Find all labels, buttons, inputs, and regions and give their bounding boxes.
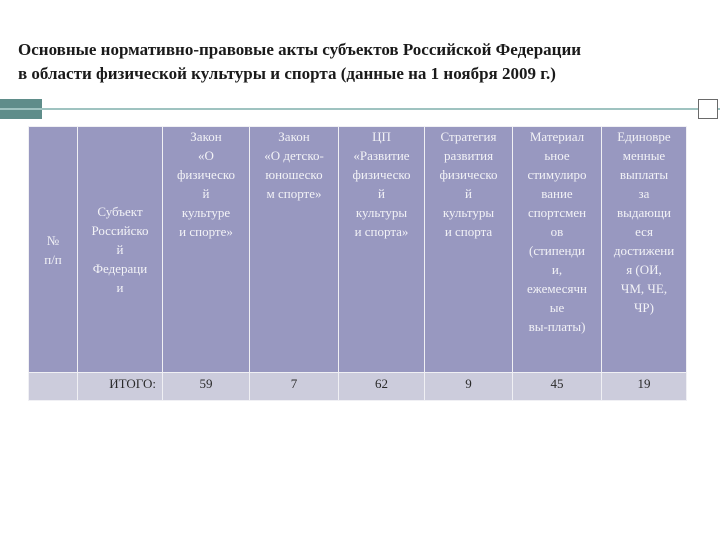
header-cell-line: ЧМ, ЧЕ, <box>620 281 668 296</box>
header-cell-line: физическо <box>439 167 498 182</box>
header-cell-line: «О <box>198 148 214 163</box>
header-cell-line: ЧР) <box>633 300 654 315</box>
header-cell-line: й <box>465 186 472 201</box>
header-cell-line: и спорта» <box>354 224 409 239</box>
header-subject-line: Российско <box>91 223 149 238</box>
header-cell-line: вы-платы) <box>528 319 586 334</box>
decorative-divider-line <box>0 108 720 110</box>
table-total-row <box>29 373 687 401</box>
header-cell-line: й <box>378 186 385 201</box>
header-cell-line: ов <box>550 224 564 239</box>
title-line-2: в области физической культуры и спорта (данные на 1 ноября 2009 г.) <box>18 64 556 83</box>
header-cell-line: и, <box>551 262 563 277</box>
header-cell-line: ЦП <box>372 129 391 144</box>
decorative-square <box>698 99 718 119</box>
header-cell-line: юношеско <box>265 167 323 182</box>
header-cell-line: Стратегия <box>440 129 497 144</box>
header-num-line: № <box>46 232 60 248</box>
header-subject-line: Федераци <box>92 261 148 276</box>
header-num-line: п/п <box>44 251 62 267</box>
total-value: 19 <box>602 373 687 401</box>
header-cell-line: Материал <box>529 129 585 144</box>
header-cell-line: вание <box>541 186 573 201</box>
header-cell-line: физическо <box>176 167 236 182</box>
total-label: ИТОГО: <box>78 373 163 401</box>
header-cell-line: я (ОИ, <box>626 262 662 277</box>
header-cell-line: культуре <box>181 205 231 220</box>
header-cell-line: культуры <box>355 205 408 220</box>
total-value: 59 <box>163 373 250 401</box>
total-value: 9 <box>425 373 513 401</box>
header-subject <box>78 127 163 373</box>
header-cell-line: Закон <box>278 129 310 144</box>
header-cell-line: спортсмен <box>527 205 587 220</box>
header-target-program <box>339 127 425 373</box>
header-cell-line: выплаты <box>619 167 669 182</box>
header-num <box>29 127 78 373</box>
header-cell-line: ежемесячн <box>527 281 587 296</box>
header-subject-line: Субъект <box>97 204 143 219</box>
total-num-cell <box>29 373 78 401</box>
header-cell-line: культуры <box>442 205 495 220</box>
header-cell-line: «О детско- <box>264 148 324 163</box>
header-cell-line: еся <box>635 224 653 239</box>
header-cell-line: ые <box>549 300 565 315</box>
header-cell-line: достижени <box>613 243 675 258</box>
header-cell-line: (стипенди <box>529 243 585 258</box>
header-strategy <box>425 127 513 373</box>
header-cell-line: «Развитие <box>353 148 410 163</box>
header-cell-line: м спорте» <box>266 186 322 201</box>
header-cell-line: ьное <box>544 148 570 163</box>
header-cell-line: й <box>202 186 210 201</box>
header-subject-line: й <box>116 242 124 257</box>
header-cell-line: и спорте» <box>179 224 233 239</box>
header-cell-line: стимулиро <box>527 167 587 182</box>
header-cell-line: развития <box>443 148 494 163</box>
acts-table <box>28 126 687 401</box>
header-cell-line: менные <box>622 148 666 163</box>
total-value: 7 <box>250 373 339 401</box>
header-material-incentives <box>513 127 602 373</box>
header-cell-line: Единовре <box>617 129 671 144</box>
header-one-time-payments <box>602 127 687 373</box>
header-cell-line: выдающи <box>617 205 671 220</box>
header-cell-line: и спорта <box>444 224 493 239</box>
total-value: 62 <box>339 373 425 401</box>
header-cell-line: Закон <box>190 129 222 144</box>
slide-title <box>18 38 708 86</box>
header-law-physical-culture <box>163 127 250 373</box>
table-header-row <box>29 127 687 373</box>
header-cell-line: физическо <box>352 167 411 182</box>
total-value: 45 <box>513 373 602 401</box>
header-law-youth-sport <box>250 127 339 373</box>
header-cell-line: за <box>638 186 650 201</box>
header-subject-line: и <box>116 280 124 295</box>
title-line-1: Основные нормативно-правовые акты субъектов Российской Федерации <box>18 40 582 59</box>
